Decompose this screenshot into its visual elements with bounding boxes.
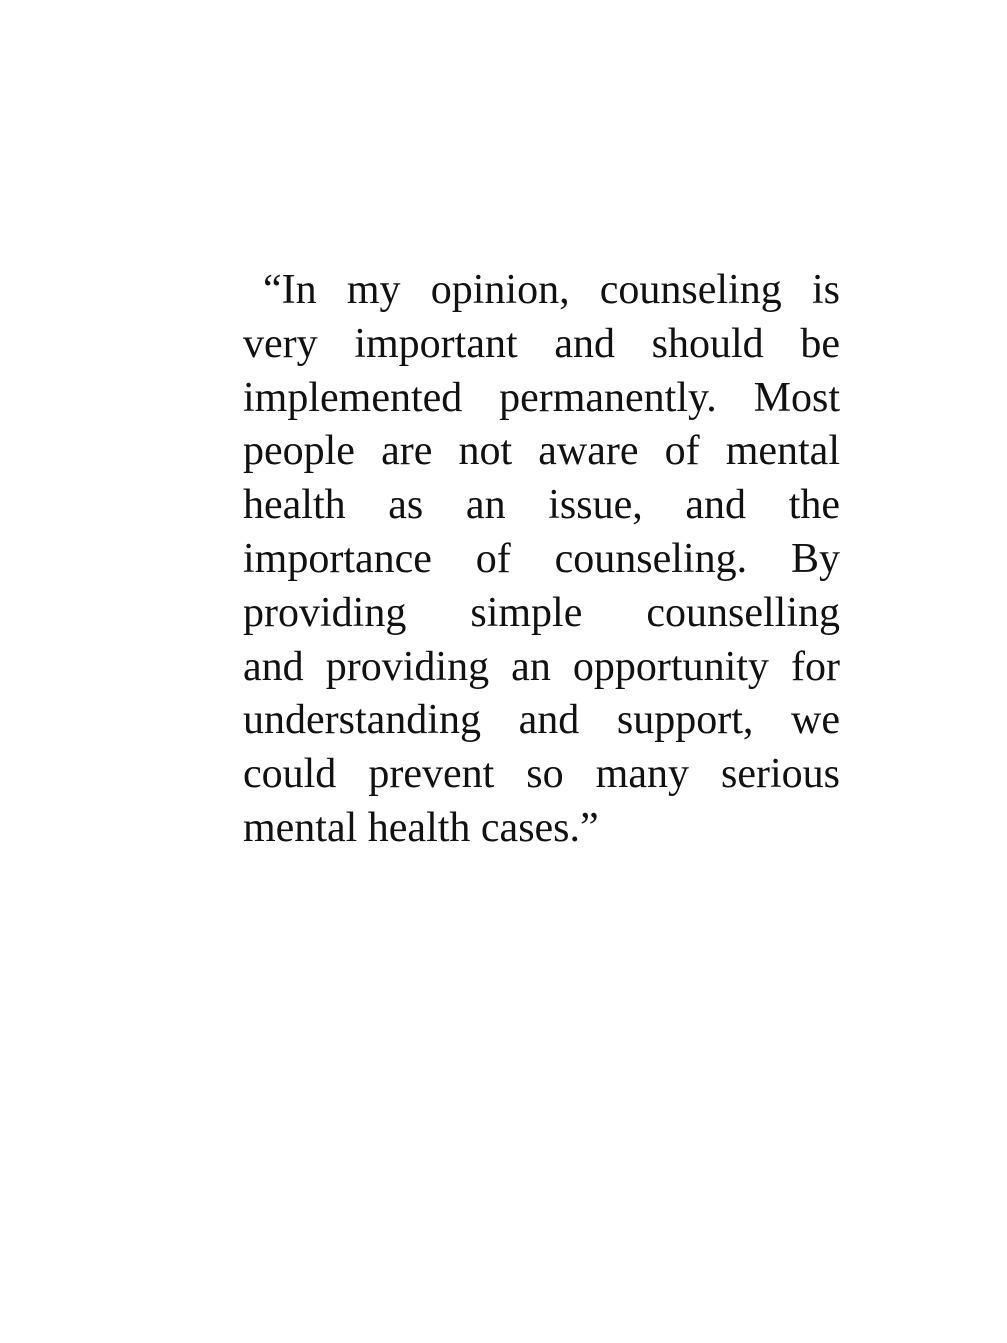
quote-line: could prevent so many serious [243,751,840,798]
quote-line: health as an issue, and the [243,482,840,529]
quote-line: providing simple counselling [243,589,840,636]
quote-line: importance of counseling. By [243,535,840,582]
quote-line: people are not aware of mental [243,428,840,475]
quote-line: understanding and support, we [243,697,840,744]
quote-line: very important and should be [243,320,840,367]
quote-line: “In my opinion, counseling is [263,267,840,313]
quote-line: implemented permanently. Most [243,374,840,421]
quote-line: mental health cases.” [243,804,599,851]
quote-line: and providing an opportunity for [243,643,840,690]
quote-text-block [243,264,840,856]
